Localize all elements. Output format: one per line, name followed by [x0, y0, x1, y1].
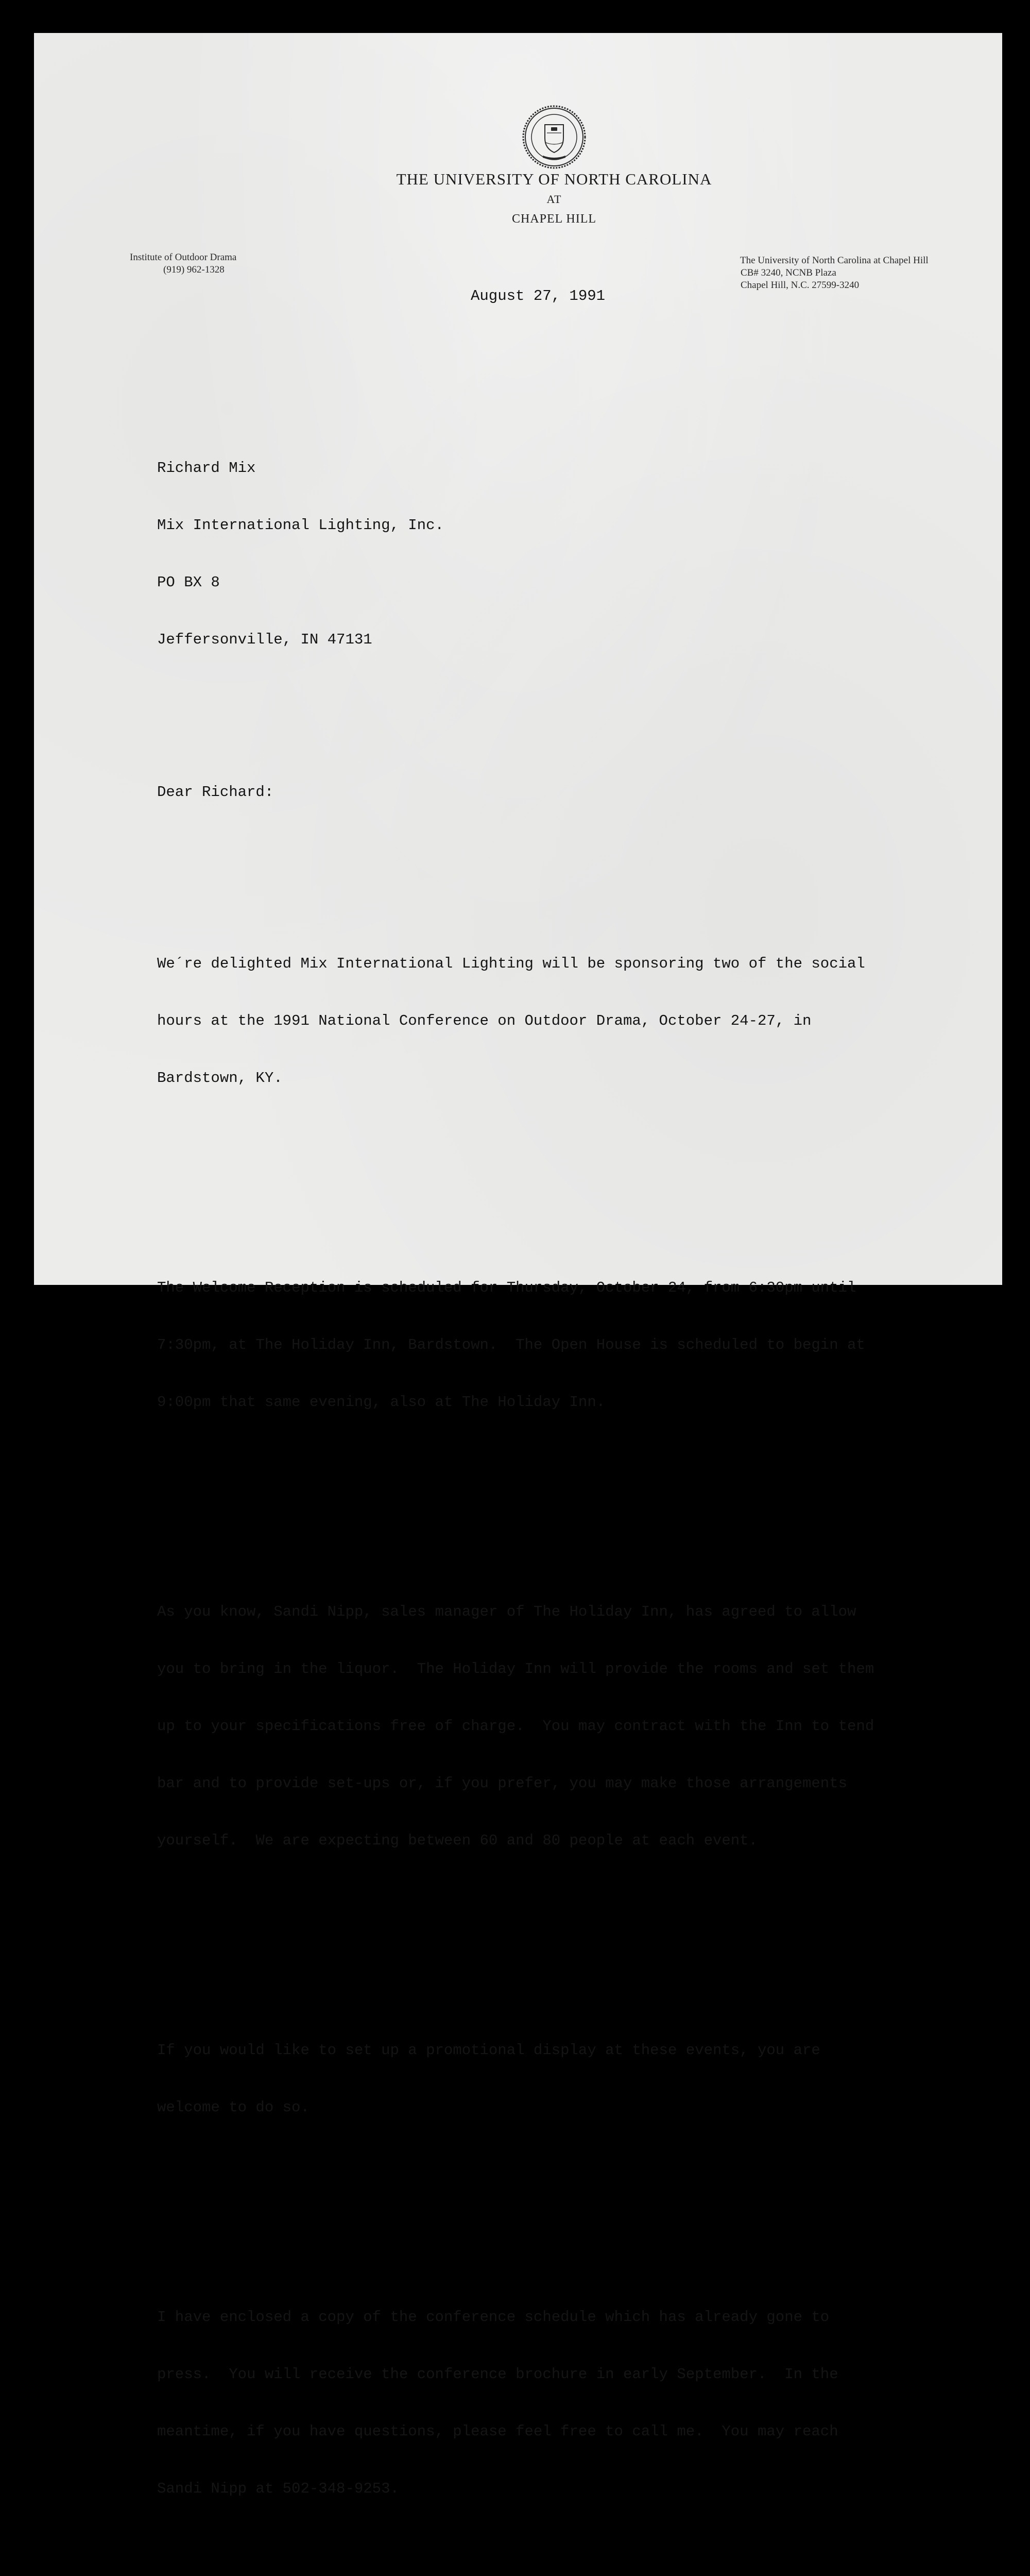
recipient-address — [157, 420, 874, 687]
paragraph-line: welcome to do so. — [157, 2099, 310, 2116]
letter-date: August 27, 1991 — [471, 287, 606, 304]
university-seal-icon — [521, 104, 587, 170]
paragraph-sponsorship — [157, 916, 874, 1126]
paragraph-line: yourself. We are expecting between 60 and 80 people at each event. — [157, 1832, 758, 1849]
letterhead-address — [740, 255, 929, 292]
address-line-3: Chapel Hill, N.C. 27599-3240 — [741, 280, 860, 291]
paragraph-line: 9:00pm that same evening, also at The Holiday Inn. — [157, 1394, 606, 1411]
paragraph-line: 7:30pm, at The Holiday Inn, Bardstown. The Open House is scheduled to begin at — [157, 1336, 865, 1353]
paragraph-line: As you know, Sandi Nipp, sales manager of The Holiday Inn, has agreed to allow — [157, 1603, 856, 1620]
salutation: Dear Richard: — [157, 784, 274, 801]
letter-page — [34, 33, 1002, 2497]
paragraph-display — [157, 2003, 874, 2155]
university-at: AT — [546, 193, 562, 206]
recipient-po-box: PO BX 8 — [157, 574, 220, 591]
university-name: THE UNIVERSITY OF NORTH CAROLINA — [396, 170, 712, 188]
recipient-city: Jeffersonville, IN 47131 — [157, 631, 372, 648]
department-phone: (919) 962-1328 — [163, 264, 225, 275]
paragraph-line: We´re delighted Mix International Lighting will be sponsoring two of the social — [157, 955, 865, 972]
address-line-2: CB# 3240, NCNB Plaza — [741, 267, 836, 278]
paragraph-line: hours at the 1991 National Conference on Outdoor Drama, October 24-27, in — [157, 1012, 812, 1029]
paragraph-line: meantime, if you have questions, please feel free to call me. You may reach — [157, 2423, 838, 2440]
department-name: Institute of Outdoor Drama — [130, 252, 237, 263]
paragraph-line: If you would like to set up a promotional display at these events, you are — [157, 2042, 820, 2059]
paragraph-line: I have enclosed a copy of the conference schedule which has already gone to — [157, 2309, 830, 2326]
paragraph-line: Sandi Nipp at 502-348-9253. — [157, 2480, 399, 2497]
paragraph-enclosure — [157, 2269, 874, 2536]
recipient-name: Richard Mix — [157, 460, 256, 477]
paragraph-schedule — [157, 1240, 874, 1450]
letterhead-department — [130, 251, 236, 276]
address-line-1: The University of North Carolina at Chapel Hill — [740, 255, 929, 266]
university-city: CHAPEL HILL — [511, 212, 597, 226]
paragraph-line: The Welcome Reception is scheduled for Thursday, October 24, from 6:30pm until — [157, 1279, 856, 1296]
paragraph-line: Bardstown, KY. — [157, 1070, 283, 1087]
paragraph-arrangements — [157, 1564, 874, 1888]
paragraph-line: bar and to provide set-ups or, if you prefer, you may make those arrangements — [157, 1775, 848, 1792]
recipient-company: Mix International Lighting, Inc. — [157, 517, 444, 534]
paragraph-line: you to bring in the liquor. The Holiday Inn will provide the rooms and set them — [157, 1660, 874, 1677]
paragraph-line: up to your specifications free of charge. You may contract with the Inn to tend — [157, 1718, 874, 1735]
paragraph-line: press. You will receive the conference brochure in early September. In the — [157, 2366, 838, 2383]
letter-body — [157, 382, 874, 2576]
